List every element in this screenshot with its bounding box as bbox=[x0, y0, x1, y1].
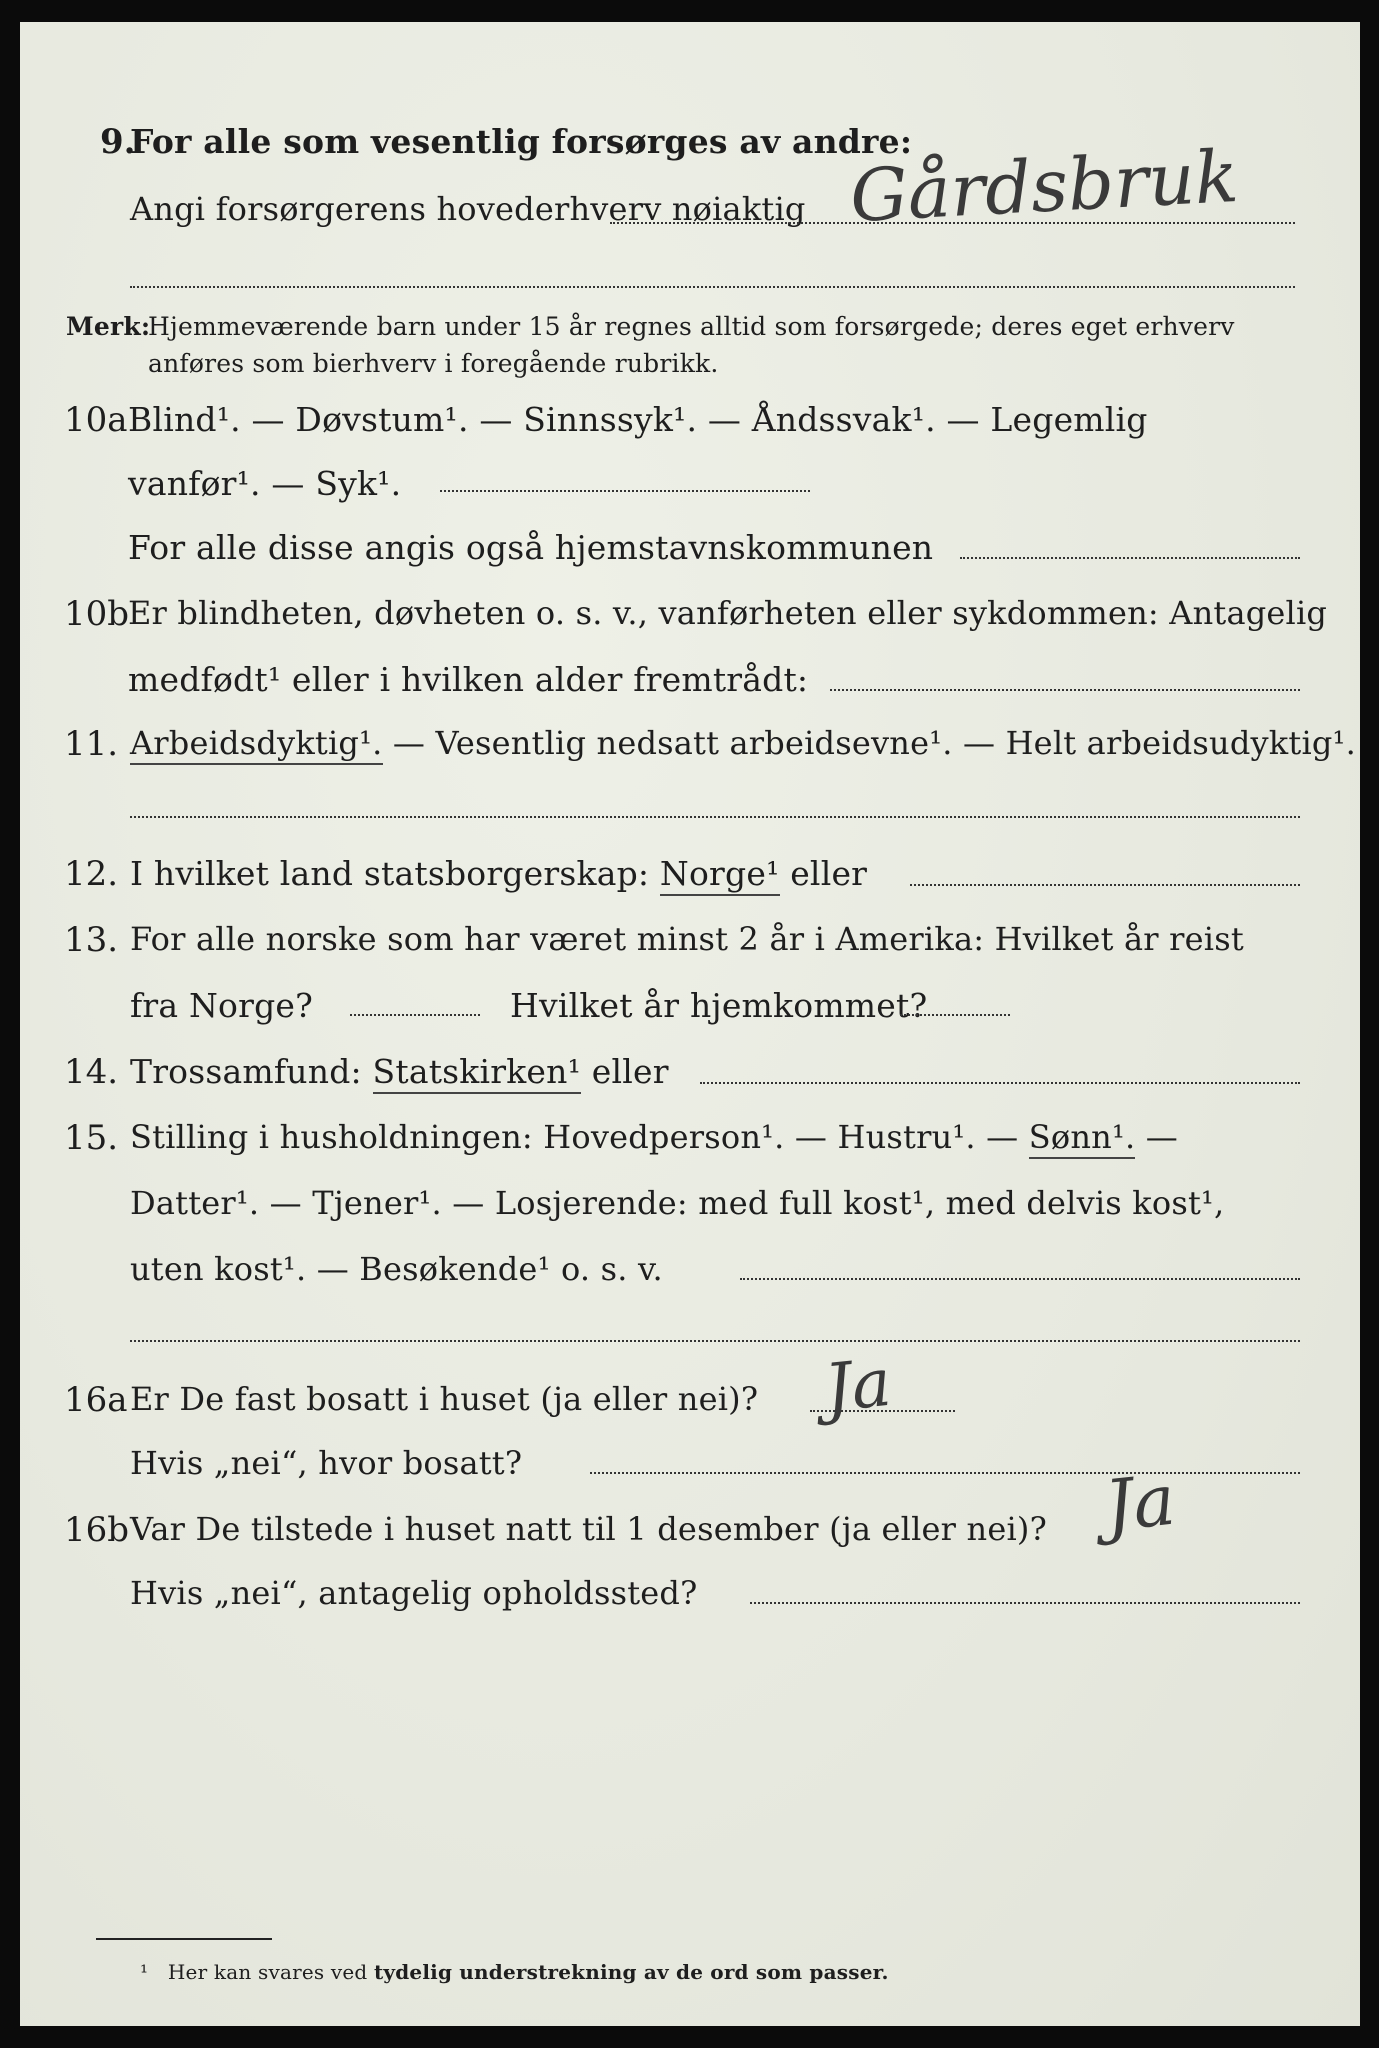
q15-extra-line bbox=[130, 1340, 1300, 1342]
q10b-line1: Er blindheten, døvheten o. s. v., vanførheten eller sykdommen: Antagelig bbox=[128, 594, 1328, 632]
q12-or: eller bbox=[779, 854, 868, 893]
q14-answer-line bbox=[700, 1082, 1300, 1084]
footnote-rule bbox=[96, 1938, 272, 1940]
q13-number: 13. bbox=[64, 920, 119, 960]
q13-hjemkommet-line bbox=[900, 1014, 1010, 1016]
merk-line2: anføres som bierhverv i foregående rubrikk. bbox=[148, 349, 719, 378]
q16b-handwritten-answer: Ja bbox=[1100, 1458, 1179, 1548]
q16a-handwritten-answer: Ja bbox=[821, 1343, 895, 1428]
q11-other-options: — Vesentlig nedsatt arbeidsevne¹. — Helt arbeidsudyktig¹. bbox=[382, 724, 1356, 762]
q12-selected-option: Norge¹ bbox=[660, 854, 780, 896]
q12-answer-line bbox=[910, 884, 1300, 886]
q11-number: 11. bbox=[64, 724, 119, 764]
q15-selected-option: Sønn¹. bbox=[1029, 1118, 1136, 1159]
q14-number: 14. bbox=[64, 1052, 119, 1092]
q9-question-line2: Angi forsørgerens hovederhverv nøiaktig bbox=[130, 190, 806, 228]
q16a-bosatt-line bbox=[590, 1472, 1300, 1474]
census-form-page bbox=[20, 22, 1360, 2026]
q16b-line2: Hvis „nei“, antagelig opholdssted? bbox=[130, 1574, 698, 1612]
q11-options bbox=[130, 724, 1356, 762]
q16b-number: 16b bbox=[64, 1510, 130, 1550]
q9-number: 9. bbox=[100, 122, 136, 162]
q12-question bbox=[130, 854, 867, 893]
q16a-line1: Er De fast bosatt i huset (ja eller nei)? bbox=[130, 1380, 759, 1418]
q10a-line2: vanfør¹. — Syk¹. bbox=[128, 464, 402, 503]
q15-line1-dash: — bbox=[1135, 1118, 1178, 1156]
q9-extra-line bbox=[130, 286, 1295, 288]
q11-selected-option: Arbeidsdyktig¹. bbox=[130, 724, 383, 765]
q15-line1-text: Stilling i husholdningen: Hovedperson¹. — Hustru¹. — bbox=[130, 1118, 1029, 1156]
q15-line2: Datter¹. — Tjener¹. — Losjerende: med full kost¹, med delvis kost¹, bbox=[130, 1184, 1225, 1222]
q14-question bbox=[130, 1052, 669, 1091]
q13-part-a: fra Norge? bbox=[130, 986, 314, 1025]
q10b-number: 10b bbox=[64, 594, 130, 634]
footnote-mark: ¹ bbox=[140, 1960, 149, 1984]
q16a-number: 16a bbox=[64, 1380, 128, 1420]
merk-label: Merk: bbox=[66, 312, 151, 341]
q16b-answer-line bbox=[750, 1602, 1300, 1604]
q15-line1 bbox=[130, 1118, 1178, 1156]
q13-part-b: Hvilket år hjemkommet? bbox=[510, 986, 928, 1025]
footnote-bold-text: tydelig understrekning av de ord som passer. bbox=[373, 1960, 889, 1984]
q10b-answer-line bbox=[830, 689, 1300, 691]
q10a-line1: Blind¹. — Døvstum¹. — Sinnssyk¹. — Åndssvak¹. — Legemlig bbox=[128, 400, 1148, 439]
footnote-text: Her kan svares ved bbox=[167, 1960, 374, 1984]
merk-line1: Hjemmeværende barn under 15 år regnes alltid som forsørgede; deres eget erhverv bbox=[148, 312, 1235, 341]
q14-or: eller bbox=[581, 1052, 669, 1091]
q14-text: Trossamfund: bbox=[130, 1052, 373, 1091]
q11-extra-line bbox=[130, 816, 1300, 818]
q13-reist-line bbox=[350, 1014, 480, 1016]
q10a-line3: For alle disse angis også hjemstavnskommunen bbox=[128, 528, 934, 567]
q16a-line2: Hvis „nei“, hvor bosatt? bbox=[130, 1444, 523, 1482]
q9-question-line1: For alle som vesentlig forsørges av andre: bbox=[130, 122, 913, 161]
q10a-kommune-line bbox=[960, 557, 1300, 559]
q10b-line2: medfødt¹ eller i hvilken alder fremtrådt: bbox=[128, 660, 809, 699]
q15-line3: uten kost¹. — Besøkende¹ o. s. v. bbox=[130, 1250, 663, 1288]
q12-text: I hvilket land statsborgerskap: bbox=[130, 854, 660, 893]
q14-selected-option: Statskirken¹ bbox=[373, 1052, 581, 1094]
footnote bbox=[140, 1960, 889, 1984]
q13-line1: For alle norske som har været minst 2 år i Amerika: Hvilket år reist bbox=[130, 920, 1244, 958]
q10a-syk-line bbox=[440, 490, 810, 492]
q12-number: 12. bbox=[64, 854, 119, 894]
q15-answer-line bbox=[740, 1278, 1300, 1280]
q15-number: 15. bbox=[64, 1118, 119, 1158]
q16b-line1: Var De tilstede i huset natt til 1 desember (ja eller nei)? bbox=[130, 1510, 1047, 1548]
q9-handwritten-answer: Gårdsbruk bbox=[848, 133, 1241, 239]
q10a-number: 10a bbox=[64, 400, 128, 440]
